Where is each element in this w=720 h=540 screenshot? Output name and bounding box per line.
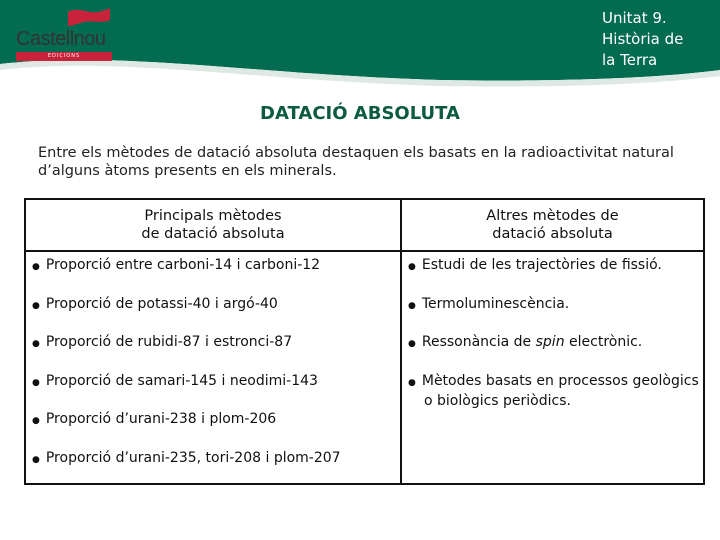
list-item: ● Proporció d’urani-235, tori-208 i plom-207 bbox=[32, 449, 341, 466]
col1-list bbox=[25, 251, 401, 484]
logo-subtext: EDICIONS bbox=[16, 52, 112, 61]
list-item: ● Mètodes basats en processos geològics o biològics periòdics. bbox=[408, 372, 699, 409]
list-item: ● Proporció de samari-145 i neodimi-143 bbox=[32, 372, 318, 389]
col2-list bbox=[401, 251, 704, 484]
item-text: Proporció de samari-145 i neodimi-143 bbox=[45, 372, 318, 389]
item-text: Termoluminescència. bbox=[421, 295, 570, 312]
col1-header bbox=[25, 199, 401, 251]
unit-line: Història de bbox=[602, 30, 684, 48]
logo-text: Castellnou bbox=[16, 28, 106, 50]
header-line: de datació absoluta bbox=[141, 226, 285, 242]
header-line: Principals mètodes bbox=[144, 208, 282, 224]
list-item: ● Ressonància de spin electrònic. bbox=[408, 334, 643, 350]
item-text: Mètodes basats en processos geològics o biològics periòdics. bbox=[421, 372, 699, 409]
flag-icon bbox=[44, 6, 144, 28]
unit-line: la Terra bbox=[602, 51, 658, 69]
list-item: ● Proporció de rubidi-87 i estronci-87 bbox=[32, 334, 293, 350]
item-text: Proporció de rubidi-87 i estronci-87 bbox=[45, 334, 293, 350]
header-line: datació absoluta bbox=[492, 226, 613, 242]
item-text: Ressonància de bbox=[421, 334, 536, 350]
list-item: ● Proporció entre carboni-14 i carboni-12 bbox=[32, 257, 321, 273]
item-text: Proporció entre carboni-14 i carboni-12 bbox=[45, 257, 321, 273]
page-title: DATACIÓ ABSOLUTA bbox=[260, 103, 460, 124]
item-text: Proporció d’urani-235, tori-208 i plom-207 bbox=[45, 449, 341, 466]
list-item: ● Estudi de les trajectòries de fissió. bbox=[408, 257, 662, 273]
list-item: ● Proporció d’urani-238 i plom-206 bbox=[32, 411, 277, 427]
list-item: ● Termoluminescència. bbox=[408, 295, 570, 312]
item-text: Proporció d’urani-238 i plom-206 bbox=[45, 411, 277, 427]
item-text: Proporció de potassi-40 i argó-40 bbox=[45, 295, 278, 312]
item-text-italic: spin bbox=[535, 334, 565, 350]
list-item: ● Proporció de potassi-40 i argó-40 bbox=[32, 295, 278, 312]
item-text: electrònic. bbox=[564, 334, 643, 350]
methods-table bbox=[24, 198, 705, 485]
item-text: Estudi de les trajectòries de fissió. bbox=[421, 257, 662, 273]
unit-line: Unitat 9. bbox=[602, 9, 667, 27]
publisher-logo bbox=[14, 8, 114, 58]
intro-text: Entre els mètodes de datació absoluta destaquen els basats en la radioactivitat natural d’alguns àtoms presents en els minerals. bbox=[38, 145, 674, 179]
header-line: Altres mètodes de bbox=[486, 208, 619, 224]
col2-header bbox=[401, 199, 704, 251]
unit-label bbox=[602, 8, 683, 71]
